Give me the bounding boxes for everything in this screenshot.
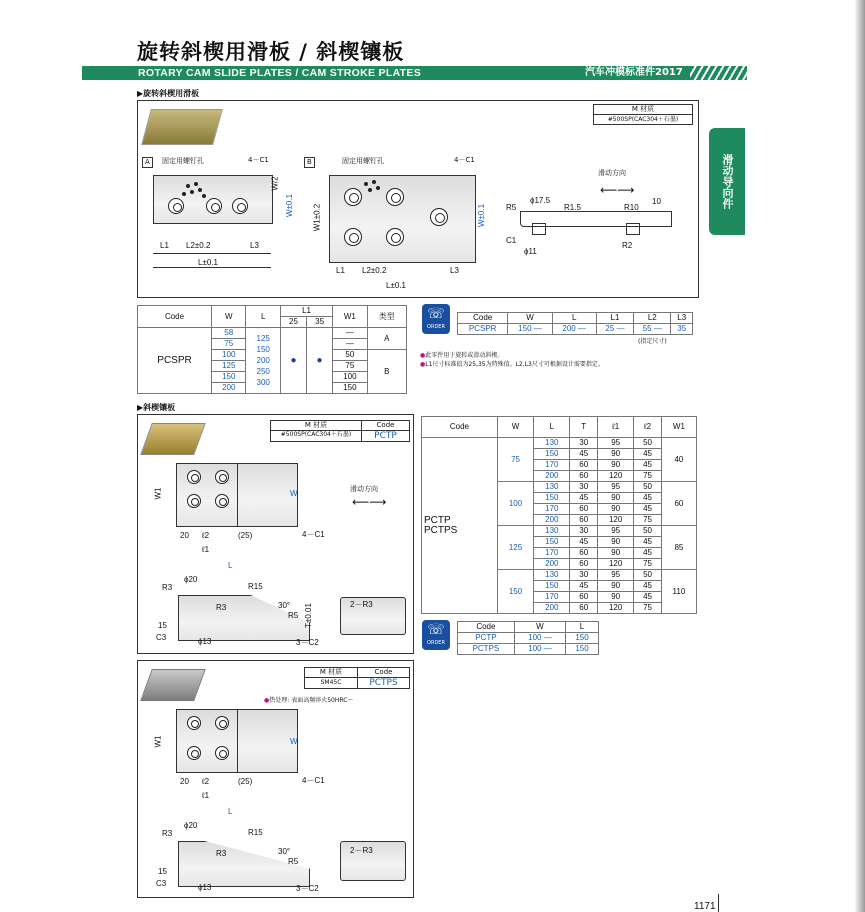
type-a-plate [153,175,273,224]
cell-l1: 120 [597,559,633,570]
bolt-hole [168,198,184,214]
cell-l: 200 [534,471,570,482]
cell-type-a: A [367,328,406,350]
pcspr-spec-table [137,305,407,394]
material-label: M 材质 [271,421,362,430]
graphite-dot [368,188,372,192]
graphite-dot [376,186,380,190]
pcspr-order-table [457,312,693,335]
cell-l2: 75 [634,559,662,570]
type-a-label: A [142,157,153,168]
dim-3c2: 3－C2 [296,884,319,893]
order-cell: 200 — [552,324,596,335]
code-value: PCTP [374,431,397,441]
cell-w: 200 [212,383,246,394]
pctp-plate [176,463,298,527]
cell-l1: 95 [597,438,633,449]
cell-w: 150 [497,570,533,614]
cell-l: 150 [534,493,570,504]
warning-icon: ● [264,697,270,704]
product-photo-pctp [140,423,206,455]
dim-phi20: ϕ20 [184,575,198,584]
order-cell: PCSPR [458,324,508,335]
pctp-order-table [457,621,599,655]
cell-type-b: B [367,350,406,394]
th-w1: W1 [661,417,696,438]
pctp-material-box [270,420,410,442]
cell-l: 125 [256,334,270,343]
material-value: #500SP(CAC304＋石墨) [271,431,362,441]
order-cell: PCTPS [458,644,515,655]
th-type: 类型 [367,306,406,328]
dim-w1: W1 [153,487,163,500]
note-2: ●L1尺寸标准值为25,35为特殊值。L2,L3尺寸可根据设计需要指定。 [420,361,604,368]
material-value: #500SP(CAC304＋石墨) [607,116,679,123]
drawing-panel-pctp [137,414,414,654]
cell-l1: 90 [597,504,633,515]
chamfer-label-a: 4－C1 [248,156,269,164]
cell-w: 58 [212,328,246,339]
dim-w: W [290,489,298,498]
bolt-hole [430,208,448,226]
cell-l2: 75 [634,471,662,482]
cell-w: 150 [212,372,246,383]
dim-r15: R15 [248,582,263,591]
fix-hole-label-a: 固定用螺钉孔 [162,157,204,165]
bolt-hole [187,494,201,508]
cell-l1: 120 [597,603,633,614]
section-heading-rotary: ▶旋转斜楔用滑板 [137,89,200,98]
th-w: W [497,417,533,438]
cell-t: 60 [570,471,598,482]
bolt-hole [386,228,404,246]
graphite-dot [202,194,206,198]
dim-line [153,267,271,268]
order-th: Code [458,622,515,633]
slide-direction-label: 滑动方向 [350,485,378,493]
dim-r5: R5 [506,203,517,212]
code-pcspr: PCSPR [138,328,212,394]
cell-t: 30 [570,526,598,537]
material-label: M 材质 [594,105,692,115]
th-t: T [570,417,598,438]
order-icon[interactable] [422,304,450,334]
section-heading-cam: ▶斜楔镶板 [137,403,176,412]
cell-w1: — [333,328,367,339]
catalog-series: 汽车冲模标准件2017 [585,67,683,78]
cell-t: 45 [570,493,598,504]
cell-t: 45 [570,581,598,592]
cell-l2: 50 [634,438,662,449]
slide-direction-label: 滑动方向 [598,169,626,177]
order-cell: 150 — [508,324,552,335]
dim-l: L [228,561,233,570]
dim-l3-b: L3 [450,266,459,275]
band-stripes [690,66,747,80]
code-label: Code [374,668,393,676]
cell-t: 60 [570,592,598,603]
cell-w: 125 [212,361,246,372]
bolt-hole [232,198,248,214]
warning-icon: ● [420,361,426,368]
th-code: Code [138,306,212,328]
table-row [422,438,697,449]
th-l1-25: 25 [280,317,306,328]
dim-line [153,253,271,254]
cell-t: 60 [570,559,598,570]
bolt-hole [187,716,201,730]
th-l1-35: 35 [307,317,333,328]
cell-l1: 120 [597,471,633,482]
graphite-dot [372,180,376,184]
cell-t: 60 [570,548,598,559]
cell-l2: 45 [634,592,662,603]
cell-l1: 90 [597,493,633,504]
th-l1: L1 [280,306,332,317]
cell-w1: 85 [661,526,696,570]
cell-l: 150 [534,537,570,548]
dim-l1: ℓ1 [202,545,210,554]
dim-c3: C3 [156,633,167,642]
cell-l2: 45 [634,581,662,592]
product-photo-slide-plate [141,109,223,145]
specified-dim-note: (指定尺寸) [638,338,667,345]
type-b-plate [329,175,476,263]
dim-r2: R2 [622,241,633,250]
dim-r3b: R3 [216,603,227,612]
dim-phi13: ϕ13 [198,637,212,646]
slide-direction-arrow: ⟵⟶ [352,495,387,509]
order-cell: 100 — [514,644,565,655]
cell-l2: 45 [634,449,662,460]
order-cell: 25 — [596,324,633,335]
cell-l1: 90 [597,449,633,460]
bolt-hole [215,470,229,484]
cell-l: 300 [256,378,270,387]
dim-l2-b: L2±0.2 [362,266,387,275]
dim-r3: R3 [162,829,173,838]
bolt-hole [206,198,222,214]
dim-phi13: ϕ13 [198,883,212,892]
cell-w: 125 [497,526,533,570]
cell-w: 75 [212,339,246,350]
dim-2r3: 2－R3 [350,846,373,855]
page-number-rule [718,894,719,912]
cell-l2: 75 [634,515,662,526]
th-l2: ℓ2 [634,417,662,438]
order-th: W [508,313,552,324]
cell-l1: 90 [597,460,633,471]
dim-l: L [228,807,233,816]
material-box [593,104,693,125]
order-label: ORDER [427,640,445,646]
cell-l2: 45 [634,504,662,515]
cell-l: 170 [534,548,570,559]
graphite-dot [194,182,198,186]
cell-l2: 45 [634,548,662,559]
dim-30: 30° [278,847,291,856]
dim-10: 10 [652,197,661,206]
dim-r15: R15 [248,828,263,837]
graphite-dot [182,192,186,196]
drawing-panel-pctps [137,660,414,898]
dim-r10: R10 [624,203,639,212]
th-l1: ℓ1 [597,417,633,438]
code-value: PCTPS [369,678,398,688]
th-w1: W1 [333,306,367,328]
dim-phi17: ϕ17.5 [530,196,551,205]
dim-15: 15 [158,867,167,876]
dim-w: W [290,737,298,746]
cell-l: 250 [256,367,270,376]
page-number: 1171 [694,901,716,912]
cell-l: 200 [256,356,270,365]
dim-l3: L3 [250,241,259,250]
cell-t: 30 [570,570,598,581]
code-cell [422,438,498,614]
dim-l1: L1 [160,241,169,250]
pctps-material-box [304,667,410,689]
material-value: SM45C [305,678,358,688]
bolt-hole [344,188,362,206]
cell-w1: 75 [333,361,367,372]
order-cell: 55 — [634,324,671,335]
dim-l-b: L±0.1 [386,281,406,290]
cell-l1: 90 [597,548,633,559]
cell-l: 170 [534,592,570,603]
dim-w-half: W/2 [270,176,280,191]
dim-4c1: 4－C1 [302,776,325,785]
dim-l2: L2±0.2 [186,241,211,250]
cell-l2: 50 [634,570,662,581]
cell-l1: 120 [597,515,633,526]
cell-l: 130 [534,482,570,493]
code-label: Code [376,421,395,429]
dim-w: W±0.1 [285,193,295,218]
cell-l: 150 [534,581,570,592]
order-th: Code [458,313,508,324]
product-photo-pctps [140,669,206,701]
pctps-plate [176,709,298,773]
dim-r3: R3 [162,583,173,592]
dim-4c1: 4－C1 [302,530,325,539]
order-th: L1 [596,313,633,324]
counterbore [626,223,640,235]
cell-l2: 45 [634,493,662,504]
cell-l-list [246,328,280,394]
cell-w: 75 [497,438,533,482]
cell-t: 30 [570,482,598,493]
th-l: L [246,306,280,328]
cell-t: 45 [570,537,598,548]
cell-l: 130 [534,438,570,449]
bolt-hole [215,494,229,508]
order-th: L [566,622,599,633]
pctp-spec-table [421,416,697,614]
dim-l: L±0.1 [198,258,218,267]
bolt-hole [215,716,229,730]
dim-2r3: 2－R3 [350,600,373,609]
graphite-dot [198,188,202,192]
dim-w-b: W±0.1 [477,203,487,228]
cell-l2: 50 [634,482,662,493]
cell-l2: 45 [634,460,662,471]
dim-l2: ℓ2 [202,531,210,540]
drawing-panel-rotary [137,100,699,298]
heat-treatment: ●热处理: 表面高频淬火50HRC～ [264,697,354,704]
dim-20: 20 [180,777,189,786]
type-b-label: B [304,157,315,168]
divider [237,710,238,772]
dim-phi20: ϕ20 [184,821,198,830]
note-1: ●此零件用于旋转或滑动斜楔。 [420,352,504,359]
cell-t: 45 [570,449,598,460]
cell-l: 200 [534,559,570,570]
th-code: Code [422,417,498,438]
chamfer-label-b: 4－C1 [454,156,475,164]
cell-w1: 110 [661,570,696,614]
dim-30: 30° [278,601,291,610]
cell-l: 200 [534,603,570,614]
dim-r15: R1.5 [564,203,581,212]
fix-hole-label-b: 固定用螺钉孔 [342,157,384,165]
code-value: PCTPS [424,524,458,536]
dim-3c2: 3－C2 [296,638,319,647]
material-label: M 材质 [305,668,358,677]
dim-l2: ℓ2 [202,777,210,786]
l1-25-dot: ● [280,328,306,394]
graphite-dot [364,182,368,186]
phone-icon: ☏ [427,306,445,322]
dim-w1: W1 [153,735,163,748]
page-edge [855,0,865,912]
cell-l: 130 [534,570,570,581]
cell-w1: 60 [661,482,696,526]
order-th: L [552,313,596,324]
order-cell: 150 [566,644,599,655]
cell-l1: 95 [597,526,633,537]
cell-t: 60 [570,515,598,526]
cell-w: 100 [497,482,533,526]
dim-r5: R5 [288,857,299,866]
phone-icon: ☏ [427,622,445,638]
cell-l1: 95 [597,570,633,581]
cell-l1: 90 [597,581,633,592]
dim-c3: C3 [156,879,167,888]
cell-t: 30 [570,438,598,449]
dim-r5: R5 [288,611,299,620]
cell-l2: 50 [634,526,662,537]
order-cell: PCTP [458,633,515,644]
order-th: W [514,622,565,633]
bolt-hole [187,746,201,760]
divider [237,464,238,526]
cell-l2: 75 [634,603,662,614]
order-cell: 35 [671,324,693,335]
cell-w1: 40 [661,438,696,482]
graphite-dot [186,184,190,188]
order-th: L3 [671,313,693,324]
slide-direction-arrow: ⟵⟶ [600,183,635,197]
l1-35-dot: ● [307,328,333,394]
th-w: W [212,306,246,328]
cell-l: 200 [534,515,570,526]
cell-w1: 50 [333,350,367,361]
order-cell: 150 [566,633,599,644]
bolt-hole [215,746,229,760]
cell-w: 100 [212,350,246,361]
side-category-tab[interactable]: 滑动导向件 [709,128,745,235]
order-cell: 100 — [514,633,565,644]
th-l: L [534,417,570,438]
cell-l1: 90 [597,537,633,548]
cell-t: 60 [570,460,598,471]
counterbore [532,223,546,235]
dim-l1: ℓ1 [202,791,210,800]
dim-20: 20 [180,531,189,540]
dim-l1-b: L1 [336,266,345,275]
english-title: ROTARY CAM SLIDE PLATES / CAM STROKE PLATES [138,67,421,79]
cell-w1: — [333,339,367,350]
warning-icon: ● [420,352,426,359]
order-label: ORDER [427,324,445,330]
code-value: PCTP [424,514,451,526]
cell-l2: 45 [634,537,662,548]
cell-l: 170 [534,504,570,515]
dim-25: (25) [238,531,253,540]
dim-phi11: ϕ11 [524,247,537,256]
order-th: L2 [634,313,671,324]
cell-l: 130 [534,526,570,537]
dim-15: 15 [158,621,167,630]
cell-l: 150 [256,345,270,354]
graphite-dot [190,190,194,194]
dim-w1: W1±0.2 [312,203,322,232]
dim-25: (25) [238,777,253,786]
dim-t: T±0.01 [303,603,313,628]
cell-l1: 90 [597,592,633,603]
cell-l1: 95 [597,482,633,493]
bolt-hole [344,228,362,246]
cell-w1: 100 [333,372,367,383]
cell-w1: 150 [333,383,367,394]
cell-l: 150 [534,449,570,460]
dim-r3b: R3 [216,849,227,858]
order-icon[interactable] [422,620,450,650]
cell-l: 170 [534,460,570,471]
bolt-hole [386,188,404,206]
dim-c1: C1 [506,236,517,245]
bolt-hole [187,470,201,484]
page-title: 旋转斜楔用滑板 / 斜楔镶板 [137,40,405,64]
cell-t: 60 [570,603,598,614]
cell-t: 60 [570,504,598,515]
